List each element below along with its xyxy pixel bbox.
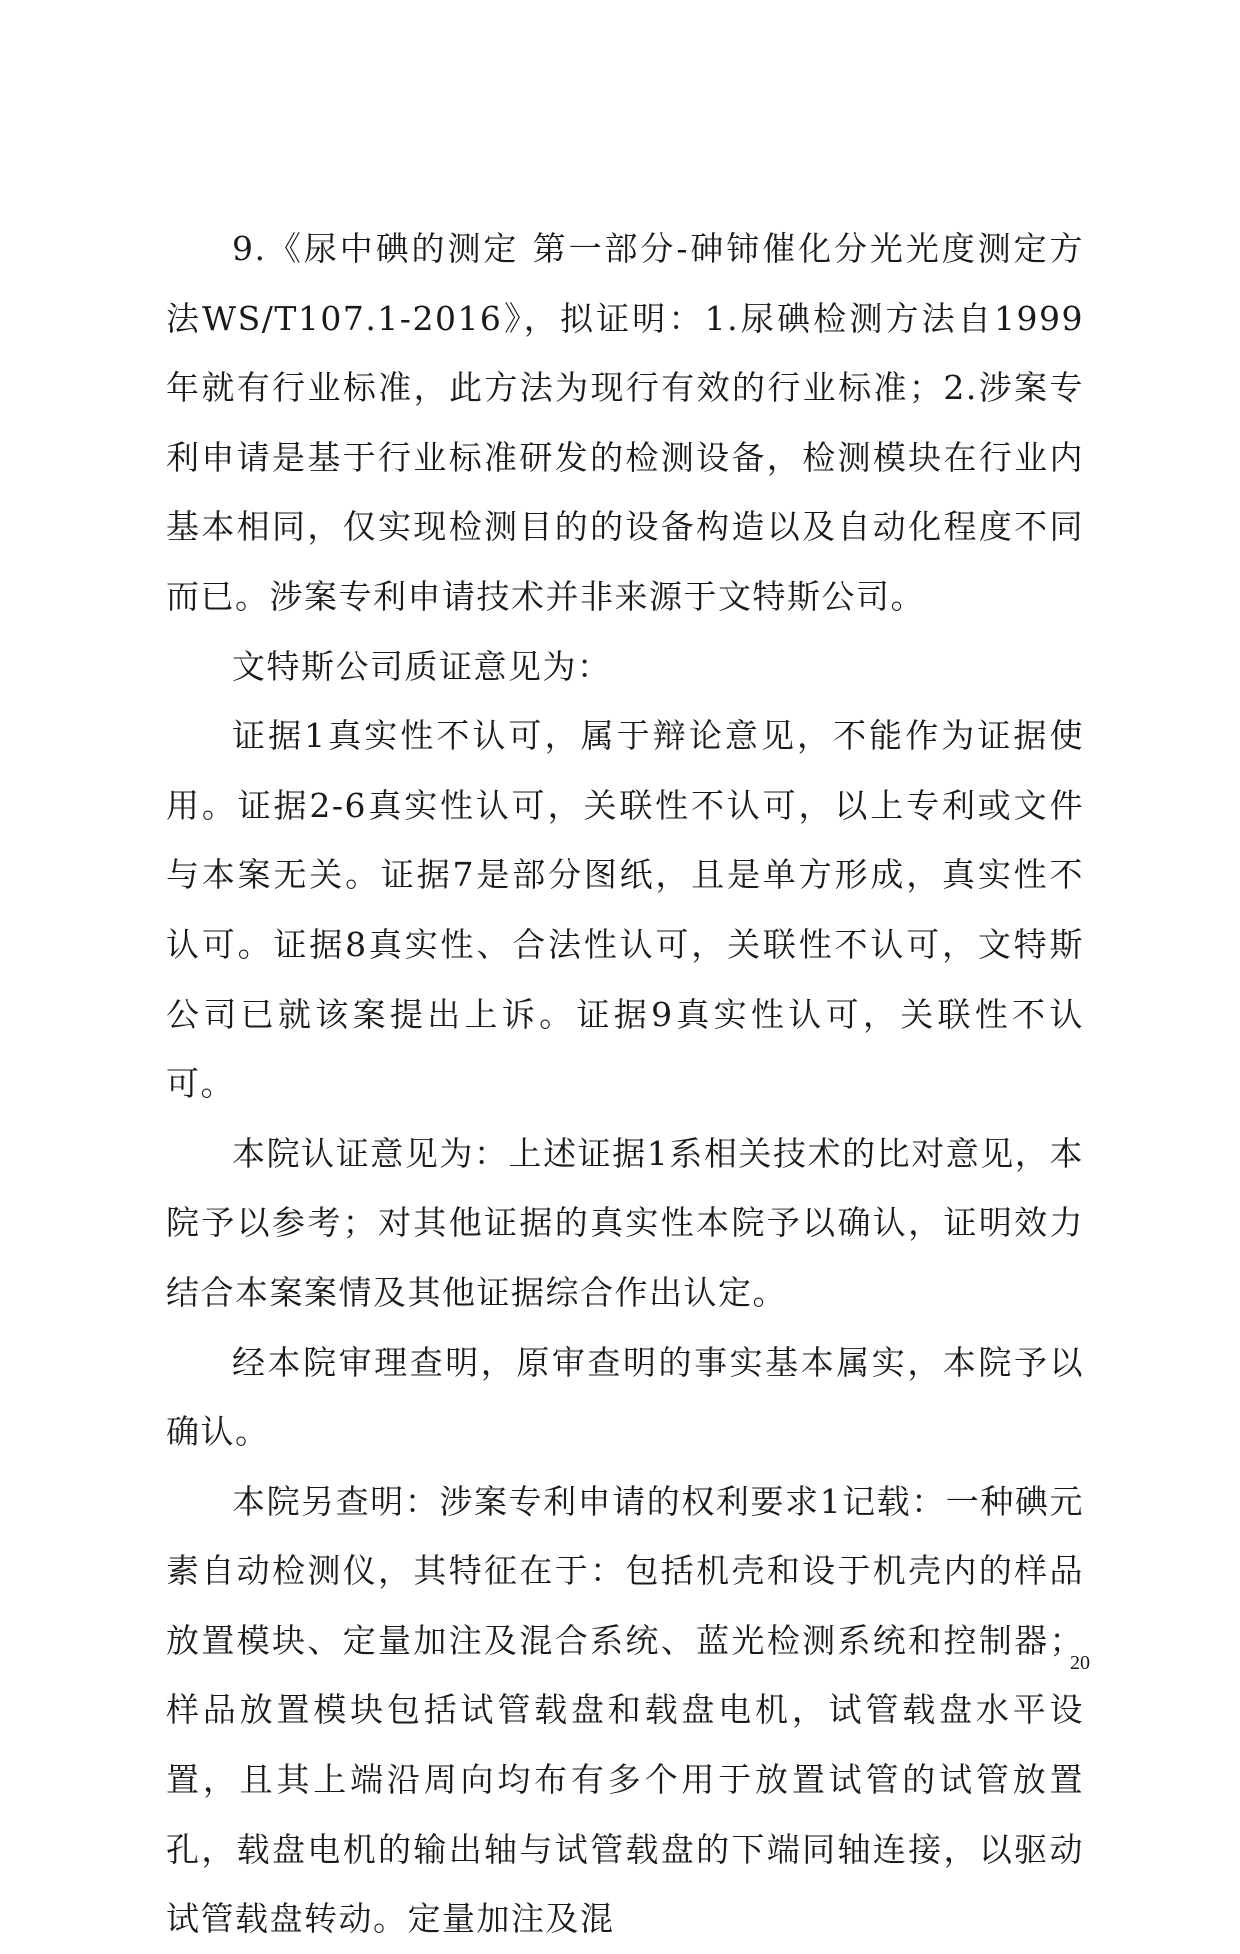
paragraph-evidence-9: 9.《尿中碘的测定 第一部分-砷铈催化分光光度测定方法WS/T107.1-2016》，拟证明：1.尿碘检测方法自1999年就有行业标准，此方法为现行有效的行业标准；2.涉案专利申请是基于行业标准研发的检测设备，检测模块在行业内基本相同，仅实现检测目的的设备构造以及自动化程度不同而已。涉案专利申请技术并非来源于文特斯公司。 (166, 229, 1084, 616)
paragraph-cross-exam-heading: 文特斯公司质证意见为： (232, 646, 612, 686)
paragraph-further-findings: 本院另查明：涉案专利申请的权利要求1记载：一种碘元素自动检测仪，其特征在于：包括机壳和设于机壳内的样品放置模块、定量加注及混合系统、蓝光检测系统和控制器；样品放置模块包括试管载盘和载盘电机，试管载盘水平设置，且其上端沿周向均布有多个用于放置试管的试管放置孔，载盘电机的输出轴与试管载盘的下端同轴连接，以驱动试管载盘转动。定量加注及混 (166, 1481, 1084, 1939)
page-number: 20 (1070, 1652, 1090, 1674)
paragraph-court-authentication: 本院认证意见为：上述证据1系相关技术的比对意见，本院予以参考；对其他证据的真实性本院予以确认，证明效力结合本案案情及其他证据综合作出认定。 (166, 1133, 1084, 1312)
paragraph-facts-confirmed: 经本院审理查明，原审查明的事实基本属实，本院予以确认。 (166, 1342, 1084, 1452)
paragraph-cross-exam-opinion: 证据1真实性不认可，属于辩论意见，不能作为证据使用。证据2-6真实性认可，关联性不认可，以上专利或文件与本案无关。证据7是部分图纸，且是单方形成，真实性不认可。证据8真实性、合法性认可，关联性不认可，文特斯公司已就该案提出上诉。证据9真实性认可，关联性不认可。 (166, 716, 1084, 1104)
document-body (166, 214, 1084, 1954)
